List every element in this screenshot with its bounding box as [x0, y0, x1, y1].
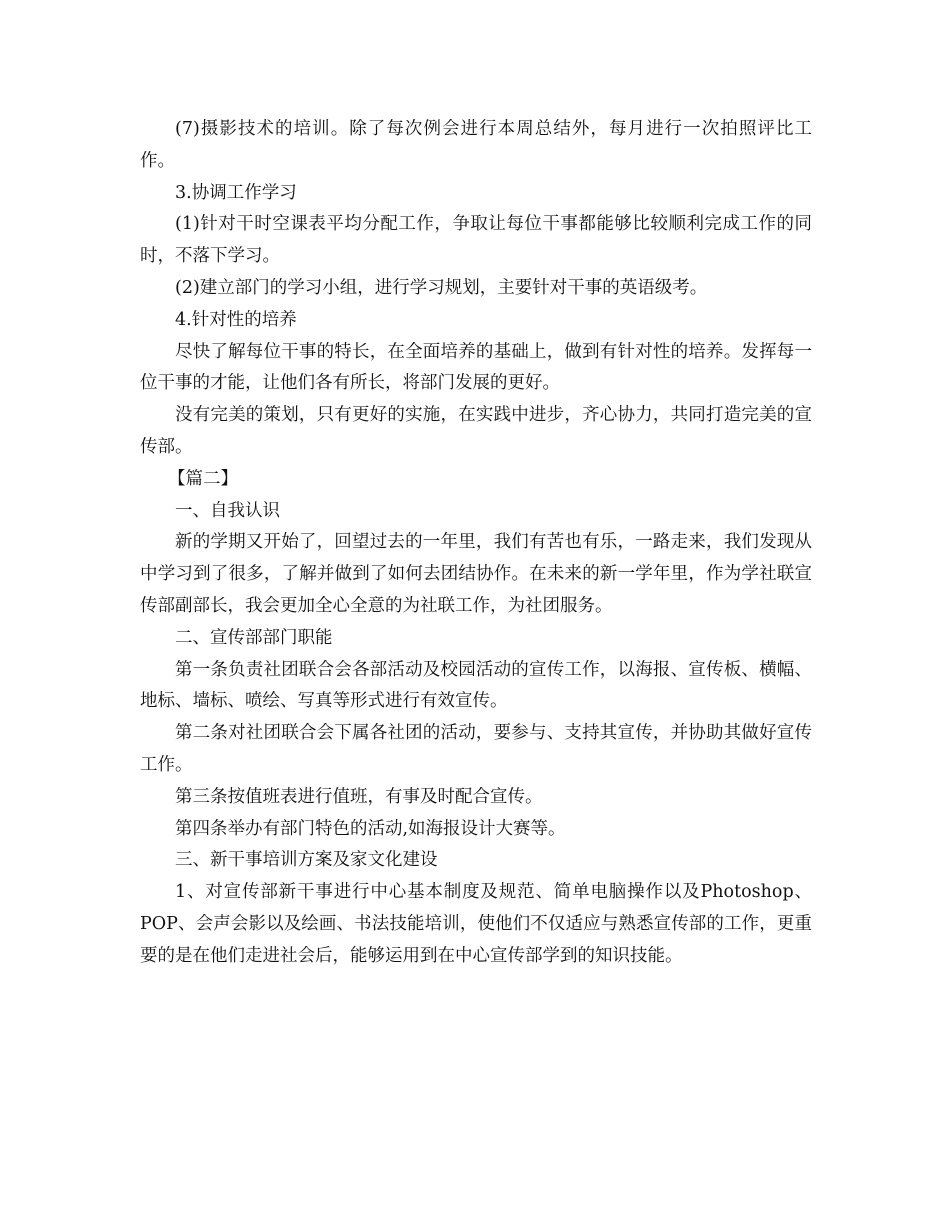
paragraph-photo-training: (7)摄影技术的培训。除了每次例会进行本周总结外，每月进行一次拍照评比工作。: [140, 119, 812, 171]
paragraph-specialties: 尽快了解每位干事的特长，在全面培养的基础上，做到有针对性的培养。发挥每一位干事的才能，让他们各有所长，将部门发展的更好。: [140, 341, 812, 394]
paragraph-new-semester: 新的学期又开始了，回望过去的一年里，我们有苦也有乐，一路走来，我们发现从中学习到了很多，了解并做到了如何去团结协作。在未来的新一学年里，作为学社联宣传部副部长，我会更加全心全意的为社联工作，为社团服务。: [140, 532, 812, 616]
heading-department-functions: 二、宣传部部门职能: [175, 627, 333, 648]
paragraph-article-two: 第二条对社团联合会下属各社团的活动，要参与、支持其宣传，并协助其做好宣传工作。: [140, 723, 812, 775]
heading-coordinate-work-study: 3.协调工作学习: [175, 182, 297, 203]
document-body: [140, 114, 812, 973]
heading-self-awareness: 一、自我认识: [175, 500, 280, 521]
paragraph-training-item-one: 1、对宣传部新干事进行中心基本制度及规范、简单电脑操作以及Photoshop、POP、会声会影以及绘画、书法技能培训，使他们不仅适应与熟悉宣传部的工作，更重要的是在他们走进社会后，能够运用到在中心宣传部学到的知识技能。: [140, 882, 812, 966]
heading-targeted-training: 4.针对性的培养: [175, 309, 297, 330]
paragraph-article-three: 第三条按值班表进行值班，有事及时配合宣传。: [175, 786, 543, 807]
paragraph-conclusion: 没有完美的策划，只有更好的实施，在实践中进步，齐心协力，共同打造完美的宣传部。: [140, 405, 812, 457]
heading-training-plan: 三、新干事培训方案及家文化建设: [175, 850, 438, 871]
paragraph-article-four: 第四条举办有部门特色的活动,如海报设计大赛等。: [175, 818, 566, 839]
paragraph-article-one: 第一条负责社团联合会各部活动及校园活动的宣传工作，以海报、宣传板、横幅、地标、墙标、喷绘、写真等形式进行有效宣传。: [140, 659, 812, 712]
section-title-part-two: 【篇二】: [168, 468, 238, 489]
paragraph-schedule-allocation: (1)针对干时空课表平均分配工作，争取让每位干事都能够比较顺利完成工作的同时，不落下学习。: [140, 214, 812, 267]
paragraph-study-group: (2)建立部门的学习小组，进行学习规划，主要针对干事的英语级考。: [175, 277, 708, 298]
